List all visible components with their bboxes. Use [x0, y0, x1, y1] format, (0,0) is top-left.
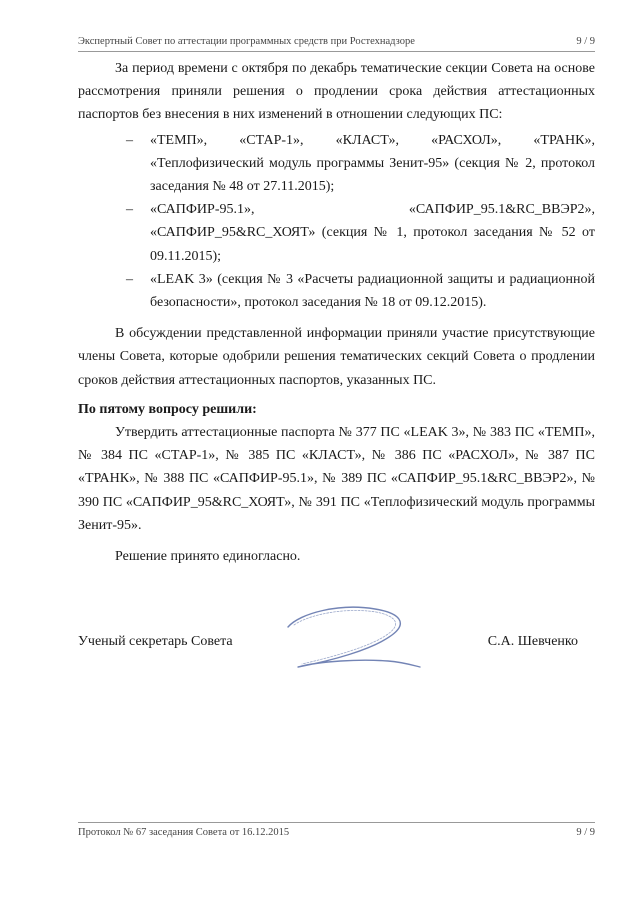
- list-item-text: «САПФИР-95.1», «САПФИР_95.1&RC_ВВЭР2», «САПФИР_95&RC_ХОЯТ» (секция № 1, протокол заседания № 52 от 09.11.2015);: [150, 202, 595, 264]
- software-list: [78, 129, 595, 315]
- list-item: [78, 268, 595, 314]
- section-heading: По пятому вопросу решили:: [78, 401, 257, 417]
- header-page-number: 9 / 9: [576, 36, 595, 47]
- resolution-paragraph: Утвердить аттестационные паспорта № 377 ПС «LEAK 3», № 383 ПС «ТЕМП», № 384 ПС «СТАР-1», № 385 ПС «КЛАСТ», № 386 ПС «РАСХОЛ», № 387 ПС «ТРАНК», № 388 ПС «САПФИР-95.1», № 389 ПС «САПФИР_95.1&RC_ВВЭР2», № 390 ПС «САПФИР_95&RC_ХОЯТ», № 391 ПС «Теплофизический модуль программы Зенит-95».: [78, 425, 595, 533]
- list-dash: –: [126, 271, 133, 287]
- running-header: [78, 36, 595, 52]
- decision-paragraph: Решение принято единогласно.: [115, 549, 301, 565]
- signatory-name: С.А. Шевченко: [487, 634, 578, 649]
- document-body: [78, 57, 595, 568]
- list-item: [78, 129, 595, 199]
- signatory-role: Ученый секретарь Совета: [78, 634, 233, 649]
- signature-row: [78, 634, 578, 650]
- header-title: Экспертный Совет по аттестации программных средств при Ростехнадзоре: [78, 36, 415, 47]
- list-item: [78, 198, 595, 268]
- footer-page-number: 9 / 9: [576, 827, 595, 838]
- list-dash: –: [126, 202, 133, 218]
- list-item-text: «LEAK 3» (секция № 3 «Расчеты радиационной защиты и радиационной безопасности», протокол заседания № 18 от 09.12.2015).: [150, 271, 595, 311]
- running-footer: [78, 822, 595, 838]
- footer-protocol: Протокол № 67 заседания Совета от 16.12.2015: [78, 827, 290, 838]
- discussion-paragraph: В обсуждении представленной информации приняли участие присутствующие члены Совета, которые одобрили решения тематических секций Совета о продлении сроков действия аттестационных паспортов, указанных ПС.: [78, 326, 595, 388]
- list-dash: –: [126, 132, 133, 148]
- list-item-text: «ТЕМП», «СТАР-1», «КЛАСТ», «РАСХОЛ», «ТРАНК», «Теплофизический модуль программы Зенит-95» (секция № 2, протокол заседания № 48 от 27.11.2015);: [150, 132, 595, 195]
- intro-paragraph: За период времени с октября по декабрь тематические секции Совета на основе рассмотрения приняли решения о продлении срока действия аттестационных паспортов без внесения в них изменений в отношении следующих ПС:: [78, 61, 595, 123]
